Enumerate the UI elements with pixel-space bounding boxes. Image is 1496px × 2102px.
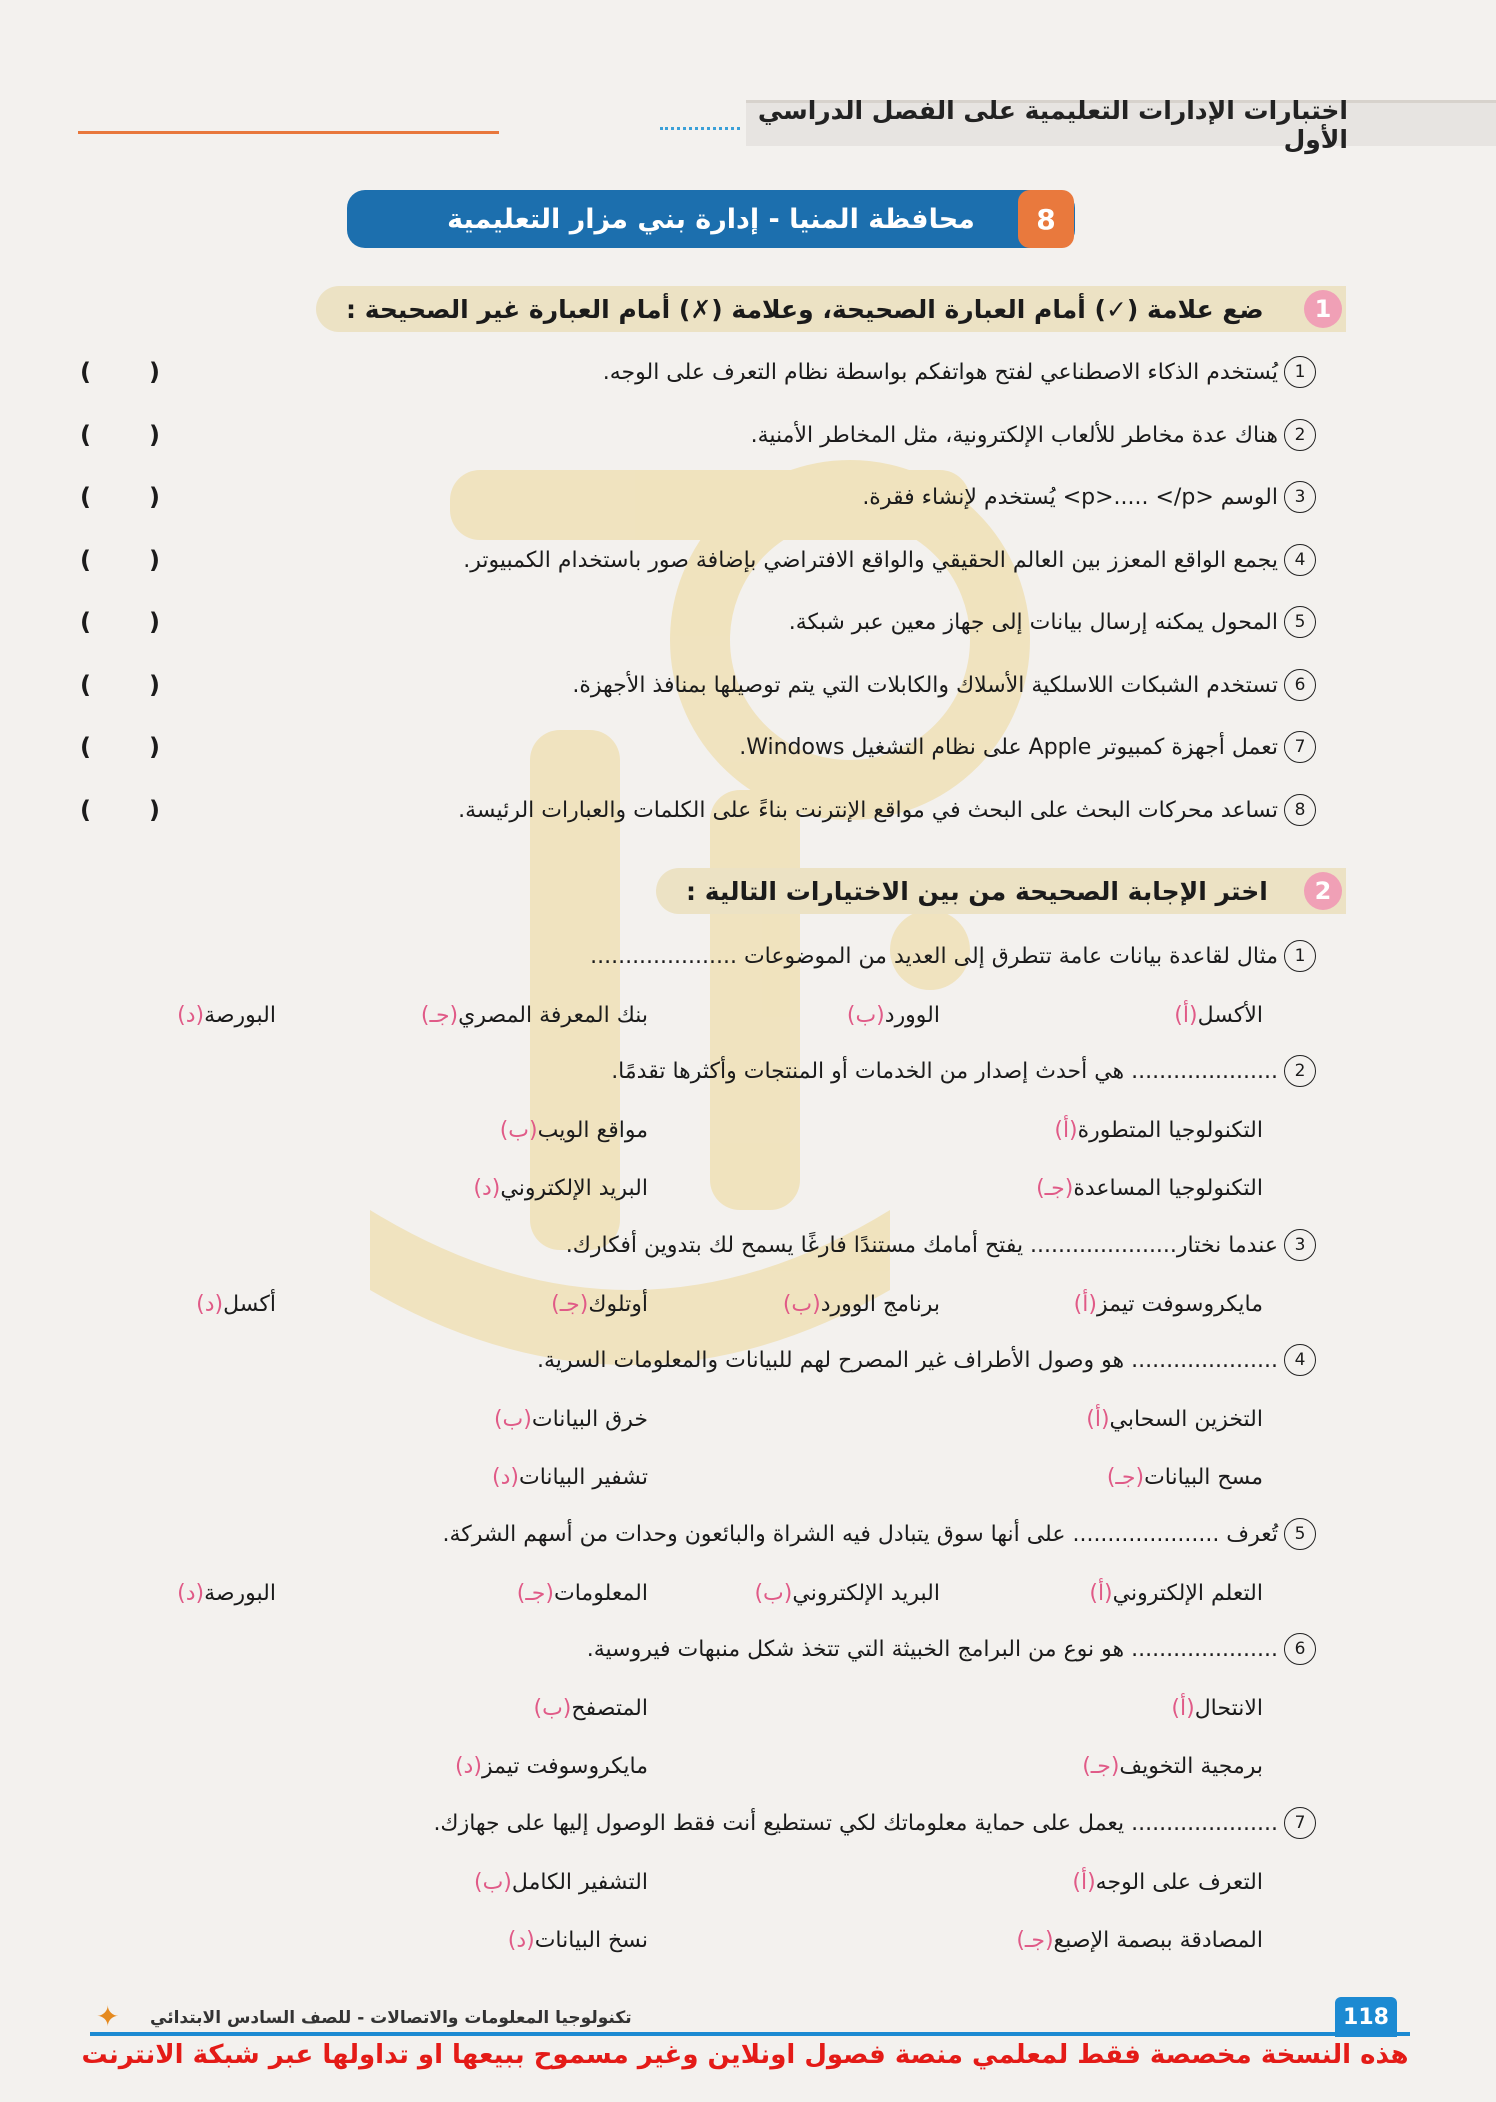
question-text: ..................... هو نوع من البرامج الخبيثة التي تتخذ شكل منبهات فيروسية. [586, 1636, 1278, 1662]
question-5 [442, 1514, 1316, 1554]
statement-number: 5 [1284, 606, 1316, 638]
question-text: ..................... هي أحدث إصدار من الخدمات أو المنتجات وأكثرها تقدمًا. [611, 1058, 1278, 1084]
statement-number: 4 [1284, 544, 1316, 576]
question-text: عندما نختار..................... يفتح أمامك مستندًا فارغًا يسمح لك بتدوين أفكارك. [565, 1232, 1278, 1258]
statement-number: 8 [1284, 794, 1316, 826]
option-c[interactable]: (جـ) المعلومات [516, 1580, 648, 1606]
option-c[interactable]: (جـ) المصادقة ببصمة الإصبع [1016, 1927, 1263, 1953]
statement-number: 1 [1284, 356, 1316, 388]
question-number: 2 [1284, 1055, 1316, 1087]
option-b[interactable]: (ب) الوورد [846, 1002, 940, 1028]
question-number: 1 [1284, 940, 1316, 972]
question-number: 7 [1284, 1807, 1316, 1839]
option-d[interactable]: (د) مايكروسوفت تيمز [454, 1753, 648, 1779]
option-c[interactable]: (جـ) برمجية التخويف [1082, 1753, 1263, 1779]
answer-parens[interactable]: ( ) [80, 796, 160, 824]
statement-number: 6 [1284, 669, 1316, 701]
option-c[interactable]: (جـ) أوتلوك [551, 1291, 648, 1317]
option-d[interactable]: (د) البريد الإلكتروني [473, 1175, 648, 1201]
header-dots [660, 127, 740, 132]
statement-1 [70, 352, 1316, 392]
copyright-notice: هذه النسخة مخصصة فقط لمعلمي منصة فصول اونلاين وغير مسموح ببيعها او تداولها عبر شبكة الانترنت [81, 2040, 1409, 2070]
statement-text: يجمع الواقع المعزز بين العالم الحقيقي والواقع الافتراضي بإضافة صور باستخدام الكمبيوتر. [463, 547, 1278, 573]
option-b[interactable]: (ب) التشفير الكامل [474, 1869, 648, 1895]
statement-number: 3 [1284, 481, 1316, 513]
option-b[interactable]: (ب) مواقع الويب [499, 1117, 648, 1143]
section-1-number: 1 [1304, 290, 1342, 328]
option-a[interactable]: (أ) التعرف على الوجه [1072, 1869, 1263, 1895]
option-b[interactable]: (ب) البريد الإلكتروني [754, 1580, 940, 1606]
statement-5 [70, 602, 1316, 642]
header-title: اختبارات الإدارات التعليمية على الفصل الدراسي الأول [757, 95, 1348, 154]
header-divider [78, 131, 663, 134]
book-logo-icon: ✦ [96, 2000, 120, 2033]
statement-text: الوسم <p>..... </p> يُستخدم لإنشاء فقرة. [862, 484, 1278, 510]
footer-book-title: تكنولوجيا المعلومات والاتصالات - للصف السادس الابتدائي [150, 2008, 632, 2028]
option-d[interactable]: (د) أكسل [196, 1291, 276, 1317]
governorate-bar [347, 190, 1075, 248]
question-number: 5 [1284, 1518, 1316, 1550]
question-4 [537, 1340, 1316, 1380]
option-b[interactable]: (ب) المتصفح [533, 1695, 648, 1721]
option-a[interactable]: (أ) التعلم الإلكتروني [1089, 1580, 1263, 1606]
governorate-number-badge: 8 [1018, 190, 1074, 248]
answer-parens[interactable]: ( ) [80, 421, 160, 449]
option-d[interactable]: (د) البورصة [177, 1002, 276, 1028]
question-number: 3 [1284, 1229, 1316, 1261]
answer-parens[interactable]: ( ) [80, 671, 160, 699]
option-a[interactable]: (أ) التكنولوجيا المتطورة [1054, 1117, 1263, 1143]
option-c[interactable]: (جـ) مسح البيانات [1106, 1464, 1263, 1490]
header-banner [746, 95, 1496, 154]
option-c[interactable]: (جـ) التكنولوجيا المساعدة [1036, 1175, 1263, 1201]
page-number: 118 [1335, 1997, 1397, 2037]
question-1 [590, 936, 1316, 976]
option-b[interactable]: (ب) برنامج الوورد [782, 1291, 940, 1317]
statement-text: المحول يمكنه إرسال بيانات إلى جهاز معين عبر شبكة. [788, 609, 1278, 635]
statement-6 [70, 665, 1316, 705]
section-1-title: ضع علامة (✓) أمام العبارة الصحيحة، وعلامة (✗) أمام العبارة غير الصحيحة : [346, 294, 1264, 324]
option-a[interactable]: (أ) الانتحال [1171, 1695, 1263, 1721]
option-d[interactable]: (د) البورصة [177, 1580, 276, 1606]
question-number: 6 [1284, 1633, 1316, 1665]
option-a[interactable]: (أ) التخزين السحابي [1086, 1406, 1263, 1432]
question-7 [433, 1803, 1316, 1843]
section-2-title: اختر الإجابة الصحيحة من بين الاختيارات التالية : [686, 876, 1268, 906]
statement-text: تعمل أجهزة كمبيوتر Apple على نظام التشغيل Windows. [739, 734, 1278, 760]
question-6 [587, 1629, 1316, 1669]
footer-rule [90, 2032, 1410, 2036]
governorate-title: محافظة المنيا - إدارة بني مزار التعليمية [447, 203, 975, 235]
answer-parens[interactable]: ( ) [80, 546, 160, 574]
answer-parens[interactable]: ( ) [80, 358, 160, 386]
question-3 [566, 1225, 1316, 1265]
question-text: ..................... يعمل على حماية معلوماتك لكي تستطيع أنت فقط الوصول إليها على جهازك. [433, 1810, 1278, 1836]
answer-parens[interactable]: ( ) [80, 608, 160, 636]
statement-text: هناك عدة مخاطر للألعاب الإلكترونية، مثل المخاطر الأمنية. [750, 422, 1278, 448]
answer-parens[interactable]: ( ) [80, 483, 160, 511]
statement-text: تساعد محركات البحث على البحث في مواقع الإنترنت بناءً على الكلمات والعبارات الرئيسة. [458, 797, 1278, 823]
statement-number: 2 [1284, 419, 1316, 451]
statement-8 [70, 790, 1316, 830]
statement-text: يُستخدم الذكاء الاصطناعي لفتح هواتفكم بواسطة نظام التعرف على الوجه. [602, 359, 1278, 385]
option-a[interactable]: (أ) مايكروسوفت تيمز [1073, 1291, 1263, 1317]
statement-number: 7 [1284, 731, 1316, 763]
question-number: 4 [1284, 1344, 1316, 1376]
section-2-number: 2 [1304, 872, 1342, 910]
option-b[interactable]: (ب) خرق البيانات [493, 1406, 648, 1432]
statement-3 [70, 477, 1316, 517]
option-c[interactable]: (جـ) بنك المعرفة المصري [420, 1002, 648, 1028]
option-a[interactable]: (أ) الأكسل [1174, 1002, 1263, 1028]
question-text: تُعرف ..................... على أنها سوق يتبادل فيه الشراة والبائعون وحدات من أسهم الشركة. [442, 1521, 1278, 1547]
question-text: ..................... هو وصول الأطراف غير المصرح لهم للبيانات والمعلومات السرية. [537, 1347, 1278, 1373]
statement-4 [70, 540, 1316, 580]
statement-7 [70, 727, 1316, 767]
option-d[interactable]: (د) نسخ البيانات [507, 1927, 648, 1953]
option-d[interactable]: (د) تشفير البيانات [492, 1464, 648, 1490]
section-2-header [656, 868, 1346, 914]
statement-2 [70, 415, 1316, 455]
question-text: مثال لقاعدة بيانات عامة تتطرق إلى العديد من الموضوعات ..................... [590, 943, 1278, 969]
answer-parens[interactable]: ( ) [80, 733, 160, 761]
statement-text: تستخدم الشبكات اللاسلكية الأسلاك والكابلات التي يتم توصيلها بمنافذ الأجهزة. [572, 672, 1278, 698]
section-1-header [316, 286, 1346, 332]
question-2 [611, 1051, 1316, 1091]
